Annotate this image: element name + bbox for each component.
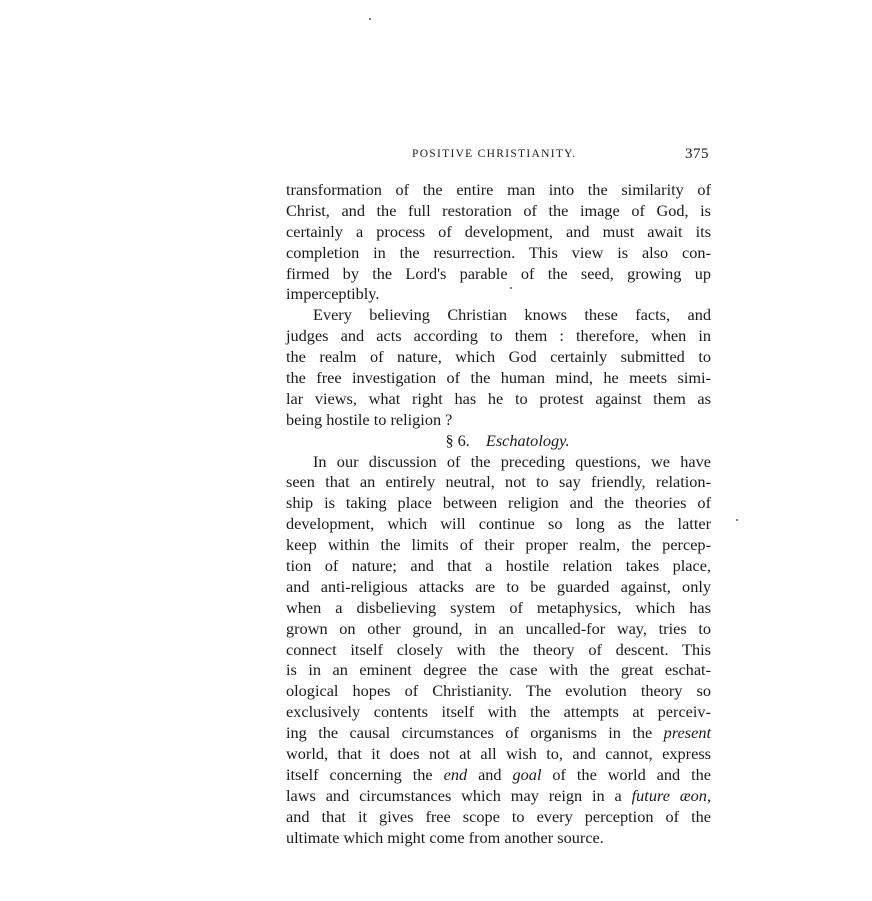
text-line: world, that it does not at all wish to, and cannot, express — [286, 744, 711, 764]
text-line: the realm of nature, which God certainly submitted to — [286, 347, 711, 367]
text-line: the free investigation of the human mind, he meets simi- — [286, 368, 711, 388]
section-title: Eschatology. — [485, 430, 570, 450]
text-line: completion in the resurrection. This view is also con- — [286, 242, 711, 262]
text-line: transformation of the entire man into the similarity of — [286, 180, 711, 199]
text-line: ultimate which might come from another source. — [286, 827, 604, 847]
ink-speck — [369, 18, 371, 20]
text-segment: and — [467, 764, 513, 784]
italic-word: present — [663, 723, 711, 743]
text-line: Every believing Christian knows these facts, and — [313, 305, 711, 325]
text-line: and anti-religious attacks are to be guarded against, only — [286, 576, 711, 596]
page-number: 375 — [685, 146, 709, 162]
section-heading — [286, 431, 711, 452]
text-line: grown on other ground, in an uncalled-for way, tries to — [286, 618, 711, 638]
text-line — [286, 786, 711, 807]
text-line: exclusively contents itself with the attempts at perceiv- — [286, 702, 711, 722]
text-line: ological hopes of Christianity. The evolution theory so — [286, 681, 711, 701]
text-segment: itself concerning the — [286, 764, 433, 784]
section-number: § 6. — [445, 430, 470, 450]
text-line: being hostile to religion ? — [286, 409, 453, 429]
text-line: ship is taking place between religion and the theories of — [286, 493, 711, 513]
text-line: and that it gives free scope to every perception of the — [286, 806, 711, 826]
text-segment: ing the causal circumstances of organisms in the — [286, 723, 653, 743]
text-segment: , — [706, 785, 712, 805]
text-line: is in an eminent degree the case with the great eschat- — [286, 660, 711, 680]
ink-speck — [736, 519, 738, 521]
italic-word: end — [443, 764, 468, 784]
text-line — [286, 723, 711, 744]
text-line: development, which will continue so long as the latter — [286, 514, 711, 534]
text-line: seen that an entirely neutral, not to say friendly, relation- — [286, 472, 711, 492]
text-line: judges and acts according to them : therefore, when in — [286, 326, 711, 346]
text-line: firmed by the Lord's parable of the seed, growing up — [286, 263, 711, 283]
text-line: imperceptibly. — [286, 284, 380, 304]
text-line: lar views, what right has he to protest against them as — [286, 388, 711, 408]
running-title: POSITIVE CHRISTIANITY. — [412, 148, 577, 160]
running-head — [286, 146, 711, 164]
text-segment: laws and circumstances which may reign in a — [286, 785, 622, 805]
text-line: when a disbelieving system of metaphysics, which has — [286, 597, 711, 617]
body-text — [286, 180, 711, 849]
text-line: In our discussion of the preceding questions, we have — [313, 451, 711, 471]
text-line: connect itself closely with the theory of descent. This — [286, 639, 711, 659]
text-line: tion of nature; and that a hostile relation takes place, — [286, 556, 711, 576]
text-line: certainly a process of development, and must await its — [286, 221, 711, 241]
text-line: Christ, and the full restoration of the image of God, is — [286, 200, 711, 220]
text-segment: of the world and the — [541, 764, 711, 784]
italic-word: goal — [512, 764, 542, 784]
italic-word: future æon — [631, 785, 707, 805]
text-line — [286, 765, 711, 786]
text-line: keep within the limits of their proper realm, the percep- — [286, 535, 711, 555]
